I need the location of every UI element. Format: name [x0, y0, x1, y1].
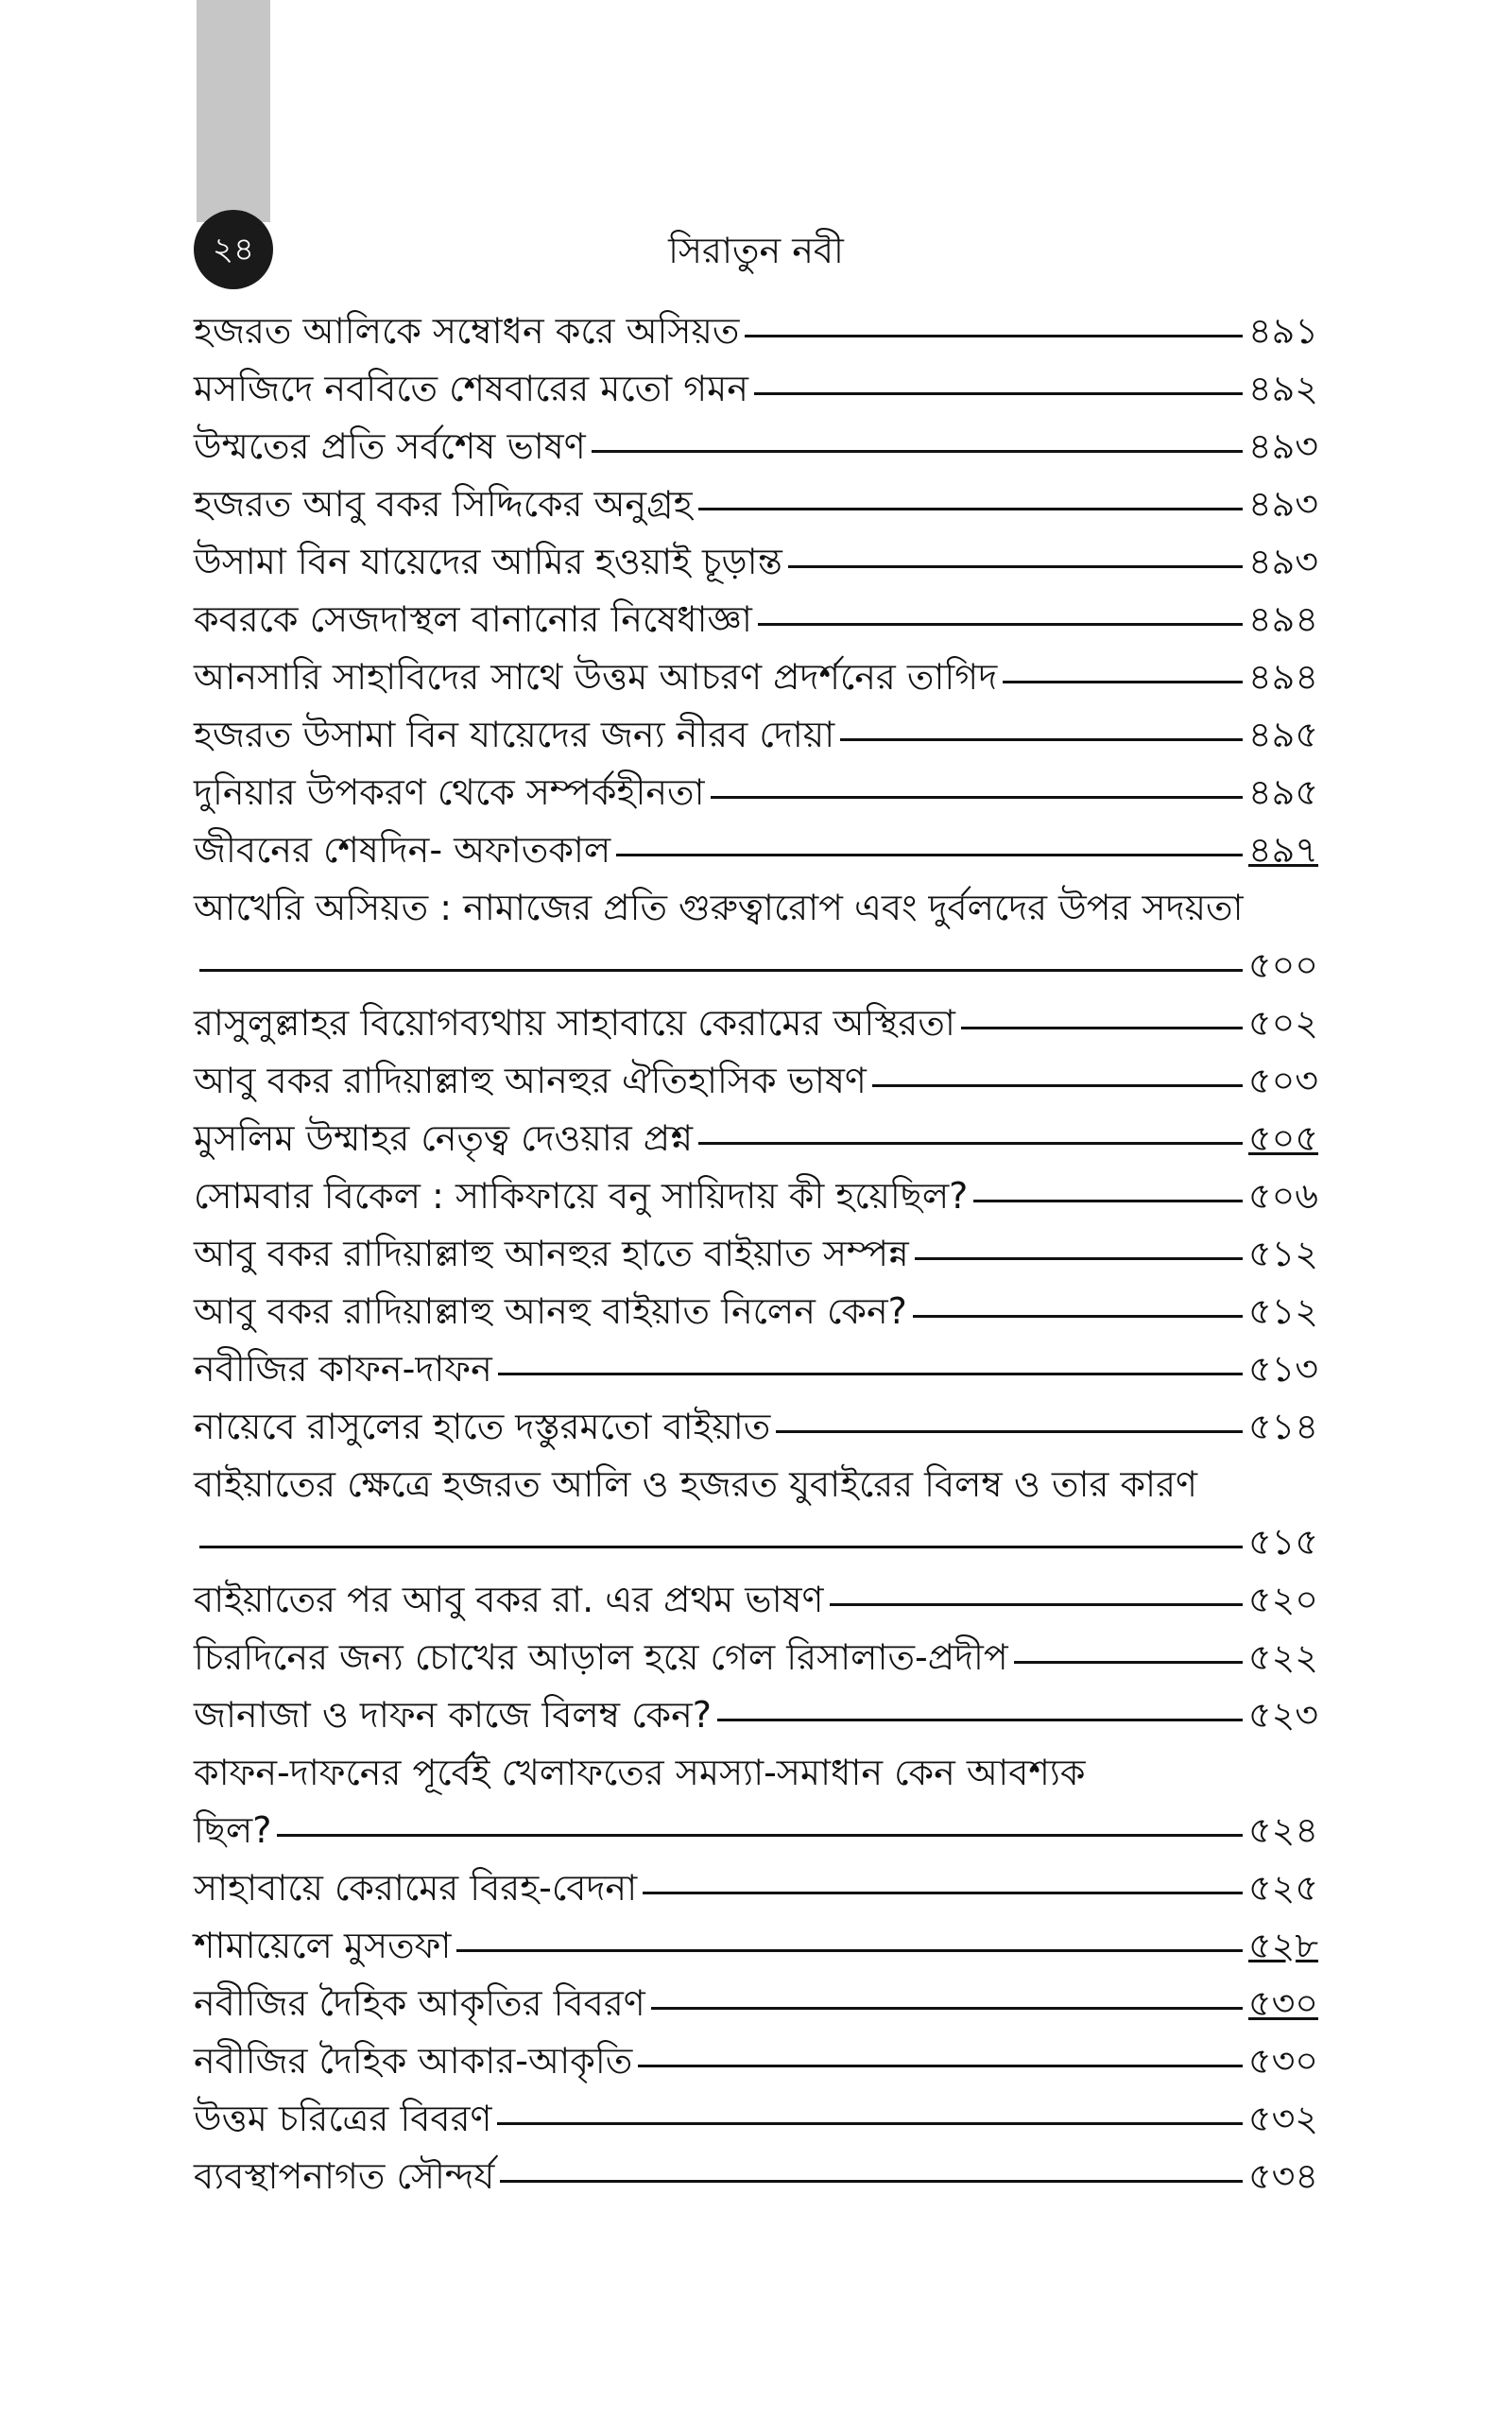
- toc-entry-title: উম্মতের প্রতি সর্বশেষ ভাষণ: [194, 425, 586, 467]
- toc-leader-line: [1003, 681, 1243, 683]
- toc-leader-line: [651, 2007, 1243, 2010]
- toc-entry-title: জীবনের শেষদিন- অফাতকাল: [194, 829, 611, 871]
- toc-leader-line: [913, 1315, 1243, 1318]
- toc-entry-page: ৫০৫: [1247, 1117, 1318, 1159]
- toc-entry: [194, 591, 1318, 648]
- toc-entry-page: ৫৩২: [1247, 2098, 1318, 2139]
- page-number-badge: ২৪: [194, 210, 273, 289]
- toc-leader-line: [199, 969, 1243, 972]
- toc-leader-line: [840, 738, 1243, 741]
- toc-leader-line: [711, 796, 1243, 799]
- toc-entry-title: নবীজির দৈহিক আকার-আকৃতি: [194, 2040, 633, 2082]
- toc-leader-line: [592, 450, 1243, 453]
- toc-leader-line: [915, 1257, 1243, 1260]
- toc-entry-title: আবু বকর রাদিয়াল্লাহু আনহুর ঐতিহাসিক ভাষণ: [194, 1060, 867, 1101]
- toc-entry-title: উসামা বিন যায়েদের আমির হওয়াই চূড়ান্ত: [194, 541, 782, 582]
- toc-leader-line: [497, 2122, 1242, 2125]
- toc-leader-line: [788, 565, 1243, 568]
- toc-entry: [194, 2090, 1318, 2148]
- toc-entry-page: ৫৩০: [1247, 1982, 1318, 2024]
- toc-entry: [194, 1859, 1318, 1917]
- toc-entry: [194, 2032, 1318, 2090]
- toc-entry: [194, 533, 1318, 591]
- toc-entry: [194, 1225, 1318, 1283]
- toc-entry-page: ৪৯৫: [1248, 714, 1318, 755]
- toc-entry-page: ৫৩৪: [1247, 2155, 1318, 2197]
- toc-entry-title-line1: কাফন-দাফনের পূর্বেই খেলাফতের সমস্যা-সমাধান কেন আবশ্যক: [194, 1752, 1086, 1793]
- toc-entry: [194, 706, 1318, 764]
- toc-entry-page: ৫৩০: [1247, 2040, 1318, 2082]
- toc-entry-page: ৫০২: [1247, 1002, 1318, 1044]
- toc-entry: [194, 764, 1318, 821]
- toc-entry: [194, 475, 1318, 533]
- toc-entry-title: শামায়েলে মুসতফা: [194, 1925, 452, 1966]
- running-head: সিরাতুন নবী: [668, 230, 844, 271]
- toc-entry-title: ছিল?: [194, 1809, 272, 1851]
- toc-entry: [194, 821, 1318, 879]
- toc-entry-page: ৫১২: [1247, 1290, 1318, 1332]
- toc-entry-page: ৫১৩: [1247, 1348, 1318, 1390]
- toc-entry: [194, 1917, 1318, 1975]
- toc-entry-page: ৪৯২: [1247, 368, 1318, 409]
- toc-entry: [194, 1398, 1318, 1456]
- toc-entry-page: ৪৯৫: [1248, 771, 1318, 813]
- toc-entry: [194, 1340, 1318, 1398]
- toc-entry-page: ৫১৫: [1248, 1521, 1318, 1563]
- toc-entry-title: রাসুলুল্লাহর বিয়োগব্যথায় সাহাবায়ে কেরামের অস্থিরতা: [194, 1002, 955, 1044]
- toc-leader-line: [638, 2065, 1243, 2067]
- toc-entry: [194, 360, 1318, 418]
- toc-entry-title: সোমবার বিকেল : সাকিফায়ে বনু সায়িদায় কী হয়েছিল?: [194, 1175, 969, 1217]
- toc-entry-title: হজরত উসামা বিন যায়েদের জন্য নীরব দোয়া: [194, 714, 835, 755]
- toc-entry-title: আবু বকর রাদিয়াল্লাহু আনহুর হাতে বাইয়াত সম্পন্ন: [194, 1233, 909, 1274]
- toc-entry: [194, 1052, 1318, 1110]
- toc-entry-page: ৫২৪: [1247, 1809, 1318, 1851]
- toc-entry-page: ৫২০: [1247, 1579, 1318, 1620]
- toc-leader-line: [872, 1084, 1243, 1087]
- toc-leader-line: [1014, 1661, 1243, 1664]
- toc-entry-page: ৪৯১: [1248, 310, 1318, 352]
- toc-entry-title: হজরত আবু বকর সিদ্দিকের অনুগ্রহ: [194, 483, 693, 525]
- table-of-contents: [194, 302, 1318, 2205]
- toc-entry-page: ৪৯৭: [1247, 829, 1318, 871]
- toc-leader-line: [776, 1430, 1243, 1433]
- toc-entry: [194, 648, 1318, 706]
- toc-entry-title: কবরকে সেজদাস্থল বানানোর নিষেধাজ্ঞা: [194, 598, 752, 640]
- toc-leader-line: [698, 508, 1243, 510]
- toc-entry-title: নবীজির দৈহিক আকৃতির বিবরণ: [194, 1982, 645, 2024]
- toc-entry-page: ৫২২: [1247, 1636, 1318, 1678]
- toc-entry-page: ৫০৩: [1247, 1060, 1318, 1101]
- toc-entry-title: মসজিদে নববিতে শেষবারের মতো গমন: [194, 368, 748, 409]
- toc-entry: [194, 302, 1318, 360]
- toc-entry-page: ৪৯৪: [1248, 656, 1318, 698]
- toc-entry-page: ৪৯৩: [1247, 483, 1318, 525]
- toc-entry-title: বাইয়াতের পর আবু বকর রা. এর প্রথম ভাষণ: [194, 1579, 824, 1620]
- toc-leader-line: [616, 854, 1243, 856]
- toc-entry-title-line1: আখেরি অসিয়ত : নামাজের প্রতি গুরুত্বারোপ এবং দুর্বলদের উপর সদয়তা: [194, 887, 1244, 928]
- toc-entry-title: হজরত আলিকে সম্বোধন করে অসিয়ত: [194, 310, 740, 352]
- toc-leader-line: [277, 1834, 1243, 1837]
- toc-entry-page: ৫০০: [1247, 944, 1318, 986]
- toc-entry-title: দুনিয়ার উপকরণ থেকে সম্পর্কহীনতা: [194, 771, 705, 813]
- toc-leader-line: [961, 1027, 1243, 1029]
- toc-entry-page: ৪৯৩: [1247, 425, 1318, 467]
- toc-entry: [194, 1283, 1318, 1340]
- toc-entry-title: সাহাবায়ে কেরামের বিরহ-বেদনা: [194, 1867, 638, 1909]
- toc-entry: [194, 1975, 1318, 2032]
- toc-entry: [194, 1629, 1318, 1686]
- toc-entry-title: নবীজির কাফন-দাফন: [194, 1348, 492, 1390]
- toc-entry-title: জানাজা ও দাফন কাজে বিলম্ব কেন?: [194, 1694, 712, 1736]
- toc-leader-line: [698, 1142, 1243, 1145]
- toc-entry: [194, 418, 1318, 475]
- toc-entry-title: চিরদিনের জন্য চোখের আড়াল হয়ে গেল রিসালাত-প্রদীপ: [194, 1636, 1008, 1678]
- toc-entry-page: ৫২৩: [1247, 1694, 1318, 1736]
- toc-entry-page: ৫১২: [1247, 1233, 1318, 1274]
- toc-leader-line: [717, 1719, 1243, 1721]
- toc-entry-page: ৪৯৩: [1247, 541, 1318, 582]
- toc-entry: [194, 1571, 1318, 1629]
- toc-entry-page: ৫০৬: [1247, 1175, 1318, 1217]
- toc-entry: [194, 994, 1318, 1052]
- toc-entry-page: ৪৯৪: [1248, 598, 1318, 640]
- toc-leader-line: [830, 1603, 1243, 1606]
- toc-leader-line: [973, 1200, 1243, 1202]
- toc-entry-page: ৫২৮: [1247, 1925, 1318, 1966]
- toc-leader-line: [199, 1546, 1243, 1548]
- toc-leader-line: [500, 2180, 1243, 2183]
- toc-leader-line: [456, 1949, 1243, 1952]
- toc-entry-title: মুসলিম উম্মাহর নেতৃত্ব দেওয়ার প্রশ্ন: [194, 1117, 694, 1159]
- toc-entry: [194, 1167, 1318, 1225]
- toc-entry: [194, 1513, 1318, 1571]
- toc-entry-title: ব্যবস্থাপনাগত সৌন্দর্য: [194, 2155, 495, 2197]
- toc-entry: [194, 1802, 1318, 1859]
- toc-leader-line: [754, 392, 1243, 395]
- toc-entry-title-line1: বাইয়াতের ক্ষেত্রে হজরত আলি ও হজরত যুবাইরের বিলম্ব ও তার কারণ: [194, 1463, 1197, 1505]
- toc-entry-title: আবু বকর রাদিয়াল্লাহু আনহু বাইয়াত নিলেন কেন?: [194, 1290, 907, 1332]
- toc-entry-page: ৫২৫: [1247, 1867, 1318, 1909]
- toc-entry-page: ৫১৪: [1248, 1406, 1318, 1447]
- toc-entry: [194, 937, 1318, 994]
- toc-entry-title: উত্তম চরিত্রের বিবরণ: [194, 2098, 492, 2139]
- toc-entry: [194, 2148, 1318, 2205]
- toc-entry: [194, 1686, 1318, 1744]
- toc-entry-title: আনসারি সাহাবিদের সাথে উত্তম আচরণ প্রদর্শনের তাগিদ: [194, 656, 998, 698]
- toc-entry: [194, 1110, 1318, 1167]
- toc-leader-line: [758, 623, 1243, 626]
- toc-entry-title: নায়েবে রাসুলের হাতে দস্তুরমতো বাইয়াত: [194, 1406, 771, 1447]
- toc-leader-line: [643, 1892, 1243, 1894]
- toc-leader-line: [745, 335, 1243, 337]
- toc-leader-line: [498, 1373, 1243, 1375]
- page-edge-tab: [197, 0, 270, 222]
